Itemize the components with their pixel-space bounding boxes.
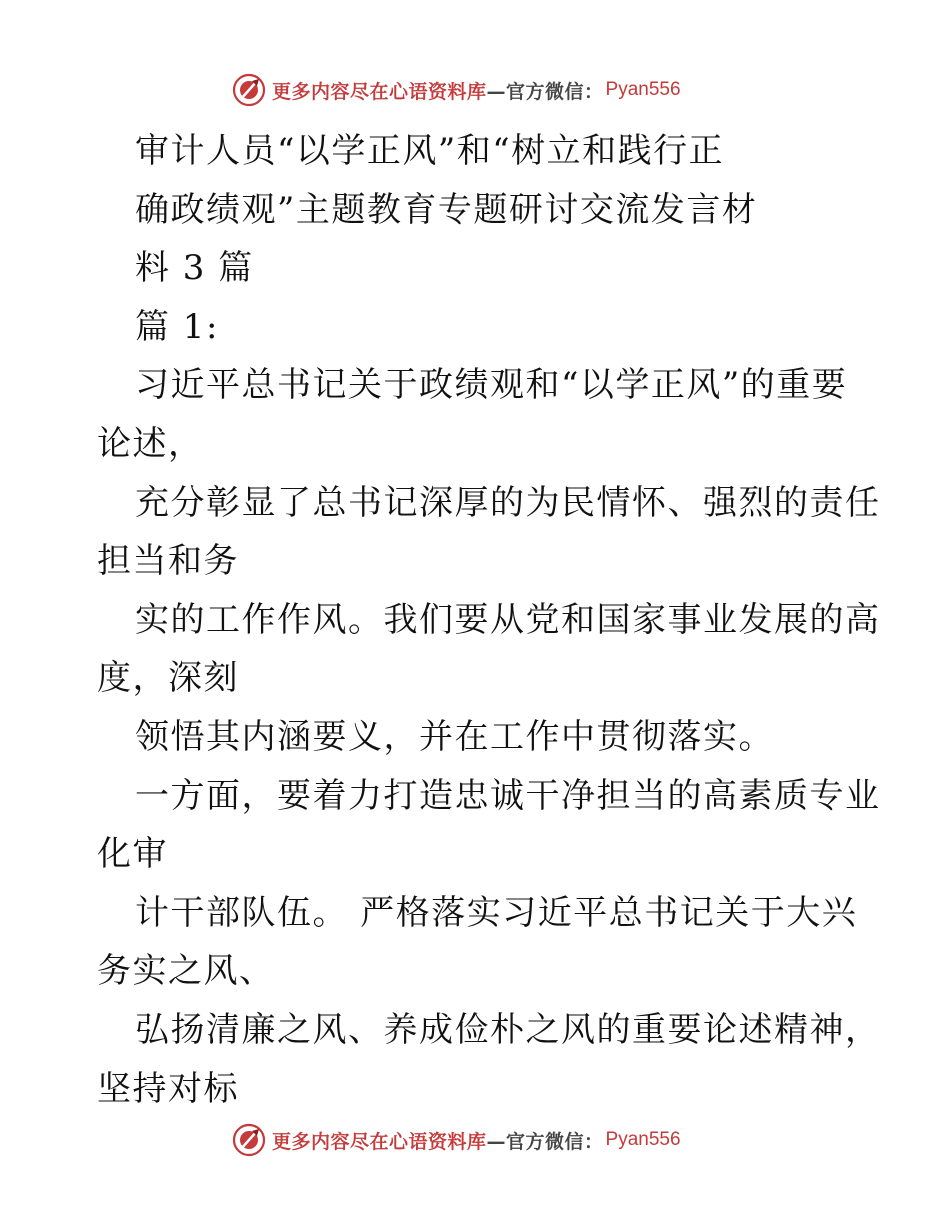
- text-line: 担当和务: [97, 541, 239, 582]
- text-line: 料 3 篇: [135, 248, 254, 289]
- text-line: 坚持对标: [97, 1068, 239, 1109]
- footer-watermark: [232, 1122, 681, 1158]
- text-line: 确政绩观”主题教育专题研讨交流发言材: [135, 189, 758, 230]
- header-watermark: [232, 72, 681, 108]
- text-line: 习近平总书记关于政绩观和“以学正风”的重要: [135, 365, 848, 406]
- document-body: [97, 122, 881, 1118]
- watermark-text: 更多内容尽在心语资料库: [272, 80, 487, 103]
- text-line: 一方面，要着力打造忠诚干净担当的高素质专业: [135, 775, 881, 816]
- text-line: 审计人员“以学正风”和“树立和践行正: [135, 131, 725, 171]
- watermark-wechat-id: Pyan556: [605, 79, 681, 100]
- text-line: 实的工作作风。我们要从党和国家事业发展的高: [135, 599, 881, 640]
- text-line: 领悟其内涵要义，并在工作中贯彻落实。: [135, 716, 774, 757]
- watermark-separator: —官方微信：: [486, 1130, 604, 1153]
- watermark-wechat-id: Pyan556: [605, 1129, 681, 1150]
- text-line: 度，深刻: [97, 658, 239, 699]
- text-line: 化审: [97, 834, 168, 875]
- text-line: 弘扬清廉之风、养成俭朴之风的重要论述精神，: [135, 1009, 881, 1050]
- watermark-logo-icon: [232, 73, 266, 107]
- text-line: 计干部队伍。 严格落实习近平总书记关于大兴: [135, 892, 858, 933]
- text-line: 论述，: [97, 423, 204, 464]
- text-line: 篇 1:: [135, 306, 219, 347]
- text-line: 务实之风、: [97, 951, 275, 992]
- watermark-text: 更多内容尽在心语资料库: [272, 1130, 487, 1153]
- text-line: 充分彰显了总书记深厚的为民情怀、强烈的责任: [135, 482, 881, 523]
- watermark-separator: —官方微信：: [486, 80, 604, 103]
- watermark-logo-icon: [232, 1123, 266, 1157]
